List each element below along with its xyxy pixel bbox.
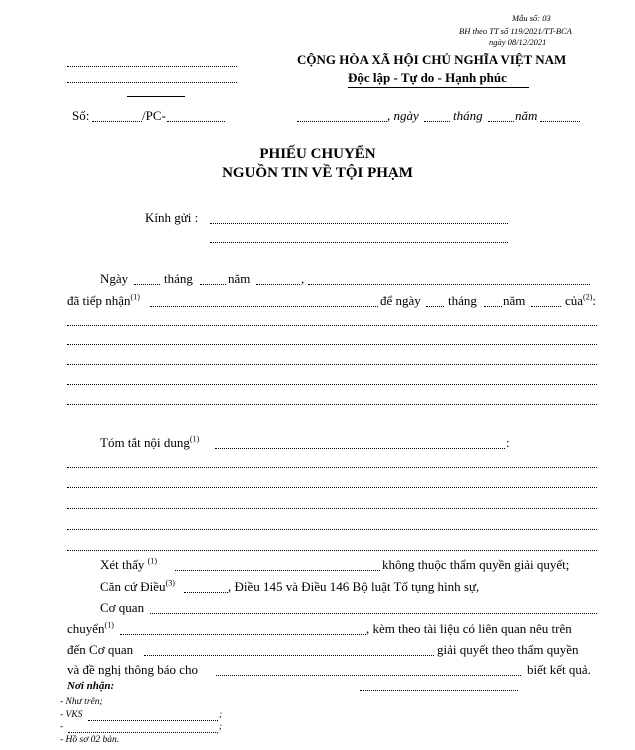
content-line-5[interactable]	[67, 404, 597, 405]
received-by-field[interactable]	[308, 284, 590, 285]
footnote-mark: (1)	[130, 292, 140, 302]
transfer-text: chuyển	[67, 621, 105, 636]
accepted-text: đã tiếp nhận	[67, 293, 131, 308]
date-nam-label: năm	[515, 108, 538, 123]
summary-line-1[interactable]	[67, 467, 597, 468]
agency-label: Cơ quan	[100, 600, 145, 615]
request-label: và đề nghị thông báo cho	[67, 662, 199, 677]
de-day-field[interactable]	[426, 306, 444, 307]
summary-line-3[interactable]	[67, 508, 597, 509]
agency-line-2[interactable]	[67, 82, 237, 83]
summary-label	[100, 435, 199, 451]
recipient-item-1: - Như trên;	[60, 697, 103, 707]
place-field[interactable]	[297, 121, 387, 122]
transfer-field[interactable]	[120, 634, 366, 635]
content-line-2[interactable]	[67, 344, 597, 345]
country-name: CỘNG HÒA XÃ HỘI CHỦ NGHĨA VIỆT NAM	[297, 52, 567, 67]
date-day-field[interactable]	[424, 121, 450, 122]
de-ngay-label: để ngày	[380, 293, 421, 308]
accepted-field[interactable]	[150, 306, 378, 307]
summary-line-5[interactable]	[67, 550, 597, 551]
article-field[interactable]	[184, 592, 228, 593]
xet-thay-label	[100, 557, 157, 573]
form-number: Mẫu số: 03	[512, 13, 551, 23]
summary-colon: :	[506, 435, 510, 450]
footnote-mark: (2)	[583, 292, 593, 302]
cua-colon: :	[592, 293, 596, 308]
agency-field[interactable]	[150, 613, 597, 614]
received-nam-label: năm	[228, 271, 251, 286]
date-thang-label: tháng	[453, 108, 483, 123]
footnote-mark: (1)	[189, 434, 200, 444]
agency-line-1[interactable]	[67, 66, 237, 67]
recipient-field-2[interactable]	[210, 242, 508, 243]
motto-underline	[348, 87, 529, 88]
date-year-field[interactable]	[540, 121, 580, 122]
other-recipient-field[interactable]	[68, 732, 218, 733]
agency-underline	[127, 96, 185, 97]
recipient-item-3: -	[60, 722, 64, 732]
received-ngay-label: Ngày	[100, 271, 129, 286]
articles-text: , Điều 145 và Điều 146 Bộ luật Tố tụng hình sự,	[228, 579, 480, 594]
footnote-mark: (1)	[147, 556, 157, 566]
content-line-3[interactable]	[67, 364, 597, 365]
summary-line-4[interactable]	[67, 529, 597, 530]
de-thang-label: tháng	[448, 293, 477, 308]
content-line-4[interactable]	[67, 384, 597, 385]
vks-field[interactable]	[88, 720, 218, 721]
received-month-field[interactable]	[200, 284, 226, 285]
pc-field[interactable]	[167, 121, 225, 122]
result-text: biết kết quả.	[527, 662, 591, 677]
date-ngay-label: , ngày	[387, 108, 419, 123]
to-agency-label: đến Cơ quan	[67, 642, 134, 657]
recipients-heading: Nơi nhận:	[67, 680, 115, 692]
title-line-1: PHIẾU CHUYỂN	[259, 146, 376, 162]
received-thang-label: tháng	[164, 271, 193, 286]
number-label: Số:	[72, 108, 90, 123]
footnote-mark: (1)	[104, 620, 114, 630]
signature-line[interactable]	[360, 690, 518, 691]
footnote-mark: (3)	[165, 578, 175, 588]
can-cu-label	[100, 579, 175, 595]
recipient-item-2: - VKS	[60, 710, 83, 720]
received-year-field[interactable]	[256, 284, 300, 285]
form-issued-by: BH theo TT số 119/2021/TT-BCA	[459, 26, 572, 36]
not-in-authority-text: không thuộc thẩm quyền giải quyết;	[382, 557, 570, 572]
summary-field[interactable]	[215, 448, 505, 449]
title-line-2: NGUỒN TIN VỀ TỘI PHẠM	[222, 165, 413, 181]
accepted-label	[67, 293, 140, 309]
de-year-field[interactable]	[531, 306, 561, 307]
other-semicolon: ;	[219, 722, 223, 732]
recipient-label: Kính gửi :	[145, 210, 199, 225]
received-comma: ,	[301, 271, 305, 286]
summary-text: Tóm tắt nội dung	[100, 435, 190, 450]
cua-label	[565, 293, 596, 309]
xet-thay-text: Xét thấy	[100, 557, 145, 572]
number-field[interactable]	[92, 121, 142, 122]
cua-text: của	[565, 293, 584, 308]
notify-field[interactable]	[216, 675, 521, 676]
transfer-label	[67, 621, 114, 637]
vks-semicolon: ;	[219, 710, 223, 720]
content-line-1[interactable]	[67, 325, 597, 326]
date-month-field[interactable]	[488, 121, 514, 122]
attached-docs-text: , kèm theo tài liệu có liên quan nêu trên	[366, 621, 572, 636]
to-agency-field[interactable]	[144, 655, 434, 656]
form-issued-date: ngày 08/12/2021	[489, 37, 547, 47]
motto: Độc lập - Tự do - Hạnh phúc	[348, 70, 507, 85]
can-cu-text: Căn cứ Điều	[100, 579, 166, 594]
de-nam-label: năm	[503, 293, 526, 308]
xet-thay-field[interactable]	[175, 570, 380, 571]
recipient-field-1[interactable]	[210, 223, 508, 224]
pc-label: /PC-	[142, 108, 166, 123]
summary-line-2[interactable]	[67, 487, 597, 488]
de-month-field[interactable]	[484, 306, 502, 307]
resolve-text: giải quyết theo thẩm quyền	[437, 642, 579, 657]
received-day-field[interactable]	[134, 284, 160, 285]
recipient-item-4: - Hồ sơ 02 bản.	[60, 735, 120, 745]
